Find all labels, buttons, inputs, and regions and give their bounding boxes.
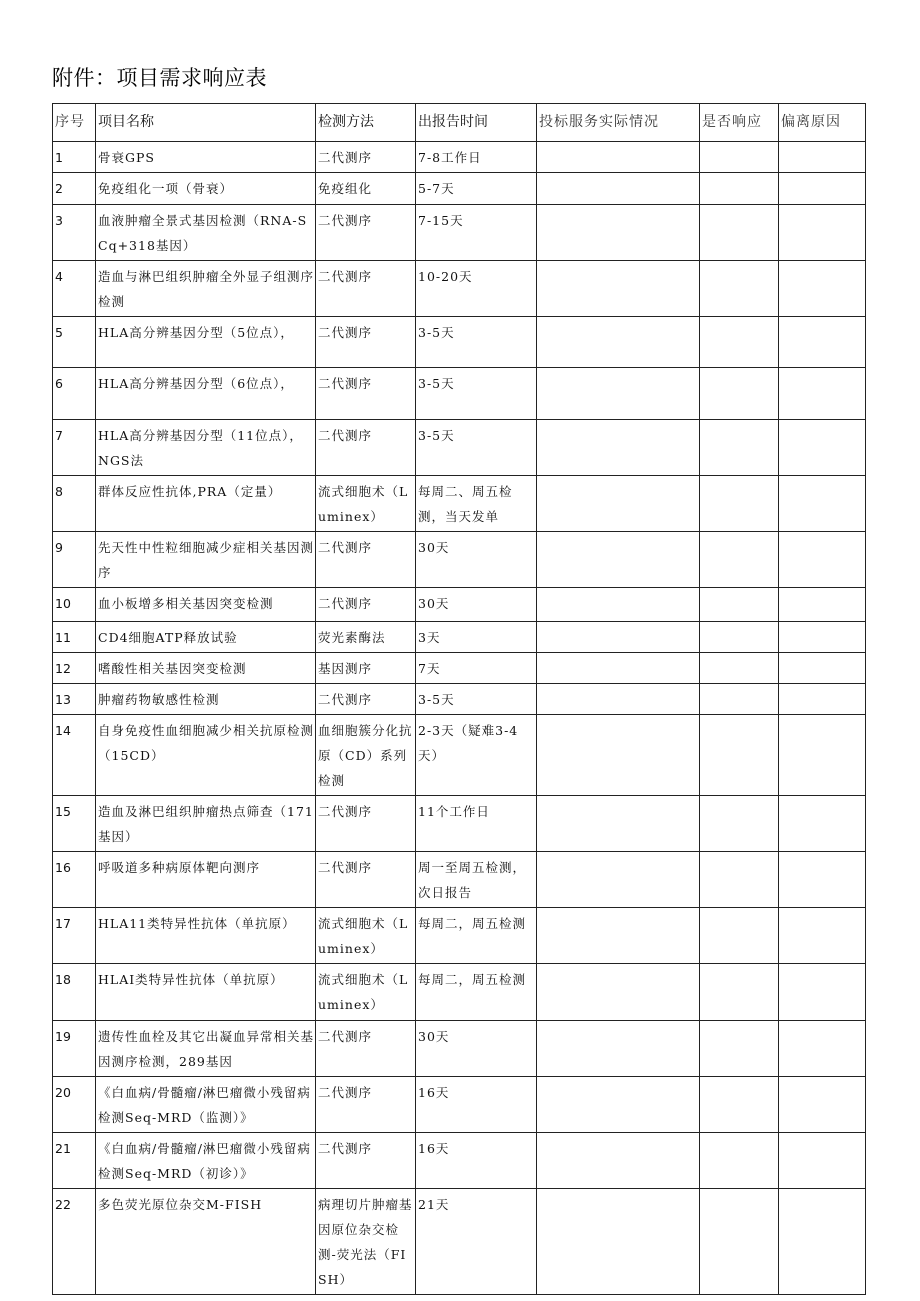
row-number-cell: 10 (53, 588, 96, 622)
row-number-cell: 14 (53, 715, 96, 796)
table-row (53, 368, 866, 420)
row-number-cell: 16 (53, 852, 96, 908)
deviation-reason-cell (779, 684, 866, 715)
actual-service-cell (537, 173, 700, 205)
project-name-cell: HLA11类特异性抗体（单抗原） (96, 908, 316, 964)
row-number-cell: 2 (53, 173, 96, 205)
actual-service-cell (537, 852, 700, 908)
deviation-reason-cell (779, 715, 866, 796)
method-cell: 二代测序 (316, 1077, 416, 1133)
report-time-cell: 30天 (416, 532, 537, 588)
actual-service-cell (537, 205, 700, 261)
actual-service-cell (537, 420, 700, 476)
deviation-reason-cell (779, 1021, 866, 1077)
actual-service-cell (537, 715, 700, 796)
deviation-reason-cell (779, 964, 866, 1021)
project-name-cell: HLAI类特异性抗体（单抗原） (96, 964, 316, 1021)
response-cell (700, 653, 779, 684)
row-number-cell: 9 (53, 532, 96, 588)
method-cell: 二代测序 (316, 1133, 416, 1189)
deviation-reason-cell (779, 142, 866, 173)
report-time-cell: 16天 (416, 1077, 537, 1133)
table-row (53, 1021, 866, 1077)
response-cell (700, 684, 779, 715)
actual-service-cell (537, 684, 700, 715)
table-row (53, 420, 866, 476)
response-cell (700, 1021, 779, 1077)
deviation-reason-cell (779, 622, 866, 653)
row-number-cell: 22 (53, 1189, 96, 1295)
table-row (53, 964, 866, 1021)
actual-service-cell (537, 261, 700, 317)
response-cell (700, 476, 779, 532)
response-cell (700, 420, 779, 476)
method-cell: 二代测序 (316, 852, 416, 908)
row-number-cell: 12 (53, 653, 96, 684)
method-cell: 二代测序 (316, 142, 416, 173)
table-header-row (53, 104, 866, 142)
response-cell (700, 715, 779, 796)
project-name-cell: 免疫组化一项（骨衰） (96, 173, 316, 205)
response-cell (700, 532, 779, 588)
response-cell (700, 796, 779, 852)
actual-service-cell (537, 908, 700, 964)
table-row (53, 173, 866, 205)
actual-service-cell (537, 964, 700, 1021)
table-row (53, 715, 866, 796)
response-cell (700, 173, 779, 205)
project-name-cell: HLA高分辨基因分型（11位点），NGS法 (96, 420, 316, 476)
project-name-cell: 肿瘤药物敏感性检测 (96, 684, 316, 715)
method-cell: 基因测序 (316, 653, 416, 684)
response-cell (700, 205, 779, 261)
row-number-cell: 13 (53, 684, 96, 715)
method-cell: 二代测序 (316, 684, 416, 715)
requirement-response-table (52, 103, 866, 1295)
project-name-cell: 血小板增多相关基因突变检测 (96, 588, 316, 622)
table-row (53, 684, 866, 715)
table-row (53, 1133, 866, 1189)
report-time-cell: 3-5天 (416, 368, 537, 420)
response-cell (700, 1077, 779, 1133)
report-time-cell: 10-20天 (416, 261, 537, 317)
report-time-cell: 每周二、周五检测，当天发单 (416, 476, 537, 532)
project-name-cell: 《白血病/骨髓瘤/淋巴瘤微小残留病检测Seq-MRD（监测）》 (96, 1077, 316, 1133)
actual-service-cell (537, 532, 700, 588)
method-cell: 二代测序 (316, 368, 416, 420)
response-cell (700, 368, 779, 420)
actual-service-cell (537, 1021, 700, 1077)
project-name-cell: 遗传性血栓及其它出凝血异常相关基因测序检测，289基因 (96, 1021, 316, 1077)
table-row (53, 476, 866, 532)
method-cell: 血细胞簇分化抗原（CD）系列检测 (316, 715, 416, 796)
method-cell: 二代测序 (316, 1021, 416, 1077)
actual-service-cell (537, 1133, 700, 1189)
table-row (53, 588, 866, 622)
actual-service-cell (537, 1189, 700, 1295)
report-time-cell: 7-15天 (416, 205, 537, 261)
project-name-cell: HLA高分辨基因分型（5位点）， (96, 317, 316, 368)
row-number-cell: 15 (53, 796, 96, 852)
row-number-cell: 7 (53, 420, 96, 476)
report-time-cell: 3-5天 (416, 420, 537, 476)
project-name-cell: 呼吸道多种病原体靶向测序 (96, 852, 316, 908)
deviation-reason-cell (779, 317, 866, 368)
project-name-cell: 嗜酸性相关基因突变检测 (96, 653, 316, 684)
deviation-reason-cell (779, 852, 866, 908)
page-title: 附件：项目需求响应表 (52, 66, 267, 90)
method-cell: 二代测序 (316, 796, 416, 852)
project-name-cell: 《白血病/骨髓瘤/淋巴瘤微小残留病检测Seq-MRD（初诊）》 (96, 1133, 316, 1189)
response-cell (700, 1133, 779, 1189)
deviation-reason-cell (779, 1189, 866, 1295)
report-time-cell: 16天 (416, 1133, 537, 1189)
method-cell: 流式细胞术（Luminex） (316, 476, 416, 532)
response-cell (700, 261, 779, 317)
report-time-cell: 30天 (416, 1021, 537, 1077)
method-cell: 二代测序 (316, 205, 416, 261)
project-name-cell: CD4细胞ATP释放试验 (96, 622, 316, 653)
deviation-reason-cell (779, 205, 866, 261)
row-number-cell: 17 (53, 908, 96, 964)
method-cell: 流式细胞术（Luminex） (316, 908, 416, 964)
method-cell: 二代测序 (316, 317, 416, 368)
header-cell: 是否响应 (700, 104, 779, 142)
project-name-cell: 多色荧光原位杂交M-FISH (96, 1189, 316, 1295)
deviation-reason-cell (779, 588, 866, 622)
header-cell: 检测方法 (316, 104, 416, 142)
deviation-reason-cell (779, 796, 866, 852)
table-row (53, 205, 866, 261)
project-name-cell: 群体反应性抗体,PRA（定量） (96, 476, 316, 532)
method-cell: 二代测序 (316, 420, 416, 476)
deviation-reason-cell (779, 173, 866, 205)
report-time-cell: 7天 (416, 653, 537, 684)
header-cell: 投标服务实际情况 (537, 104, 700, 142)
method-cell: 荧光素酶法 (316, 622, 416, 653)
report-time-cell: 3-5天 (416, 684, 537, 715)
actual-service-cell (537, 796, 700, 852)
deviation-reason-cell (779, 261, 866, 317)
deviation-reason-cell (779, 908, 866, 964)
report-time-cell: 7-8工作日 (416, 142, 537, 173)
row-number-cell: 8 (53, 476, 96, 532)
response-cell (700, 908, 779, 964)
table-row (53, 317, 866, 368)
deviation-reason-cell (779, 476, 866, 532)
project-name-cell: 骨衰GPS (96, 142, 316, 173)
deviation-reason-cell (779, 420, 866, 476)
actual-service-cell (537, 368, 700, 420)
method-cell: 流式细胞术（Luminex） (316, 964, 416, 1021)
header-cell: 序号 (53, 104, 96, 142)
method-cell: 二代测序 (316, 261, 416, 317)
report-time-cell: 30天 (416, 588, 537, 622)
row-number-cell: 21 (53, 1133, 96, 1189)
method-cell: 二代测序 (316, 588, 416, 622)
table-row (53, 142, 866, 173)
row-number-cell: 11 (53, 622, 96, 653)
response-cell (700, 1189, 779, 1295)
response-cell (700, 964, 779, 1021)
row-number-cell: 3 (53, 205, 96, 261)
row-number-cell: 20 (53, 1077, 96, 1133)
table-row (53, 653, 866, 684)
response-cell (700, 142, 779, 173)
table-row (53, 532, 866, 588)
report-time-cell: 3天 (416, 622, 537, 653)
method-cell: 病理切片肿瘤基因原位杂交检测-荧光法（FISH） (316, 1189, 416, 1295)
row-number-cell: 6 (53, 368, 96, 420)
row-number-cell: 4 (53, 261, 96, 317)
deviation-reason-cell (779, 653, 866, 684)
report-time-cell: 2-3天（疑难3-4天） (416, 715, 537, 796)
table-row (53, 1189, 866, 1295)
table-row (53, 1077, 866, 1133)
response-cell (700, 317, 779, 368)
row-number-cell: 18 (53, 964, 96, 1021)
header-cell: 偏离原因 (779, 104, 866, 142)
actual-service-cell (537, 142, 700, 173)
actual-service-cell (537, 1077, 700, 1133)
actual-service-cell (537, 622, 700, 653)
report-time-cell: 每周二，周五检测 (416, 908, 537, 964)
report-time-cell: 21天 (416, 1189, 537, 1295)
deviation-reason-cell (779, 532, 866, 588)
report-time-cell: 3-5天 (416, 317, 537, 368)
report-time-cell: 5-7天 (416, 173, 537, 205)
project-name-cell: 先天性中性粒细胞减少症相关基因测序 (96, 532, 316, 588)
table-row (53, 796, 866, 852)
table-row (53, 261, 866, 317)
method-cell: 免疫组化 (316, 173, 416, 205)
actual-service-cell (537, 653, 700, 684)
report-time-cell: 每周二，周五检测 (416, 964, 537, 1021)
response-cell (700, 588, 779, 622)
project-name-cell: 造血及淋巴组织肿瘤热点筛查（171基因） (96, 796, 316, 852)
project-name-cell: 自身免疫性血细胞减少相关抗原检测（15CD） (96, 715, 316, 796)
actual-service-cell (537, 476, 700, 532)
header-cell: 出报告时间 (416, 104, 537, 142)
deviation-reason-cell (779, 1077, 866, 1133)
project-name-cell: 造血与淋巴组织肿瘤全外显子组测序检测 (96, 261, 316, 317)
response-cell (700, 622, 779, 653)
report-time-cell: 11个工作日 (416, 796, 537, 852)
table-row (53, 622, 866, 653)
method-cell: 二代测序 (316, 532, 416, 588)
deviation-reason-cell (779, 368, 866, 420)
project-name-cell: HLA高分辨基因分型（6位点）， (96, 368, 316, 420)
table-row (53, 852, 866, 908)
row-number-cell: 1 (53, 142, 96, 173)
deviation-reason-cell (779, 1133, 866, 1189)
report-time-cell: 周一至周五检测，次日报告 (416, 852, 537, 908)
actual-service-cell (537, 588, 700, 622)
table-row (53, 908, 866, 964)
row-number-cell: 19 (53, 1021, 96, 1077)
header-cell: 项目名称 (96, 104, 316, 142)
response-cell (700, 852, 779, 908)
actual-service-cell (537, 317, 700, 368)
row-number-cell: 5 (53, 317, 96, 368)
project-name-cell: 血液肿瘤全景式基因检测（RNA-SCq+318基因） (96, 205, 316, 261)
